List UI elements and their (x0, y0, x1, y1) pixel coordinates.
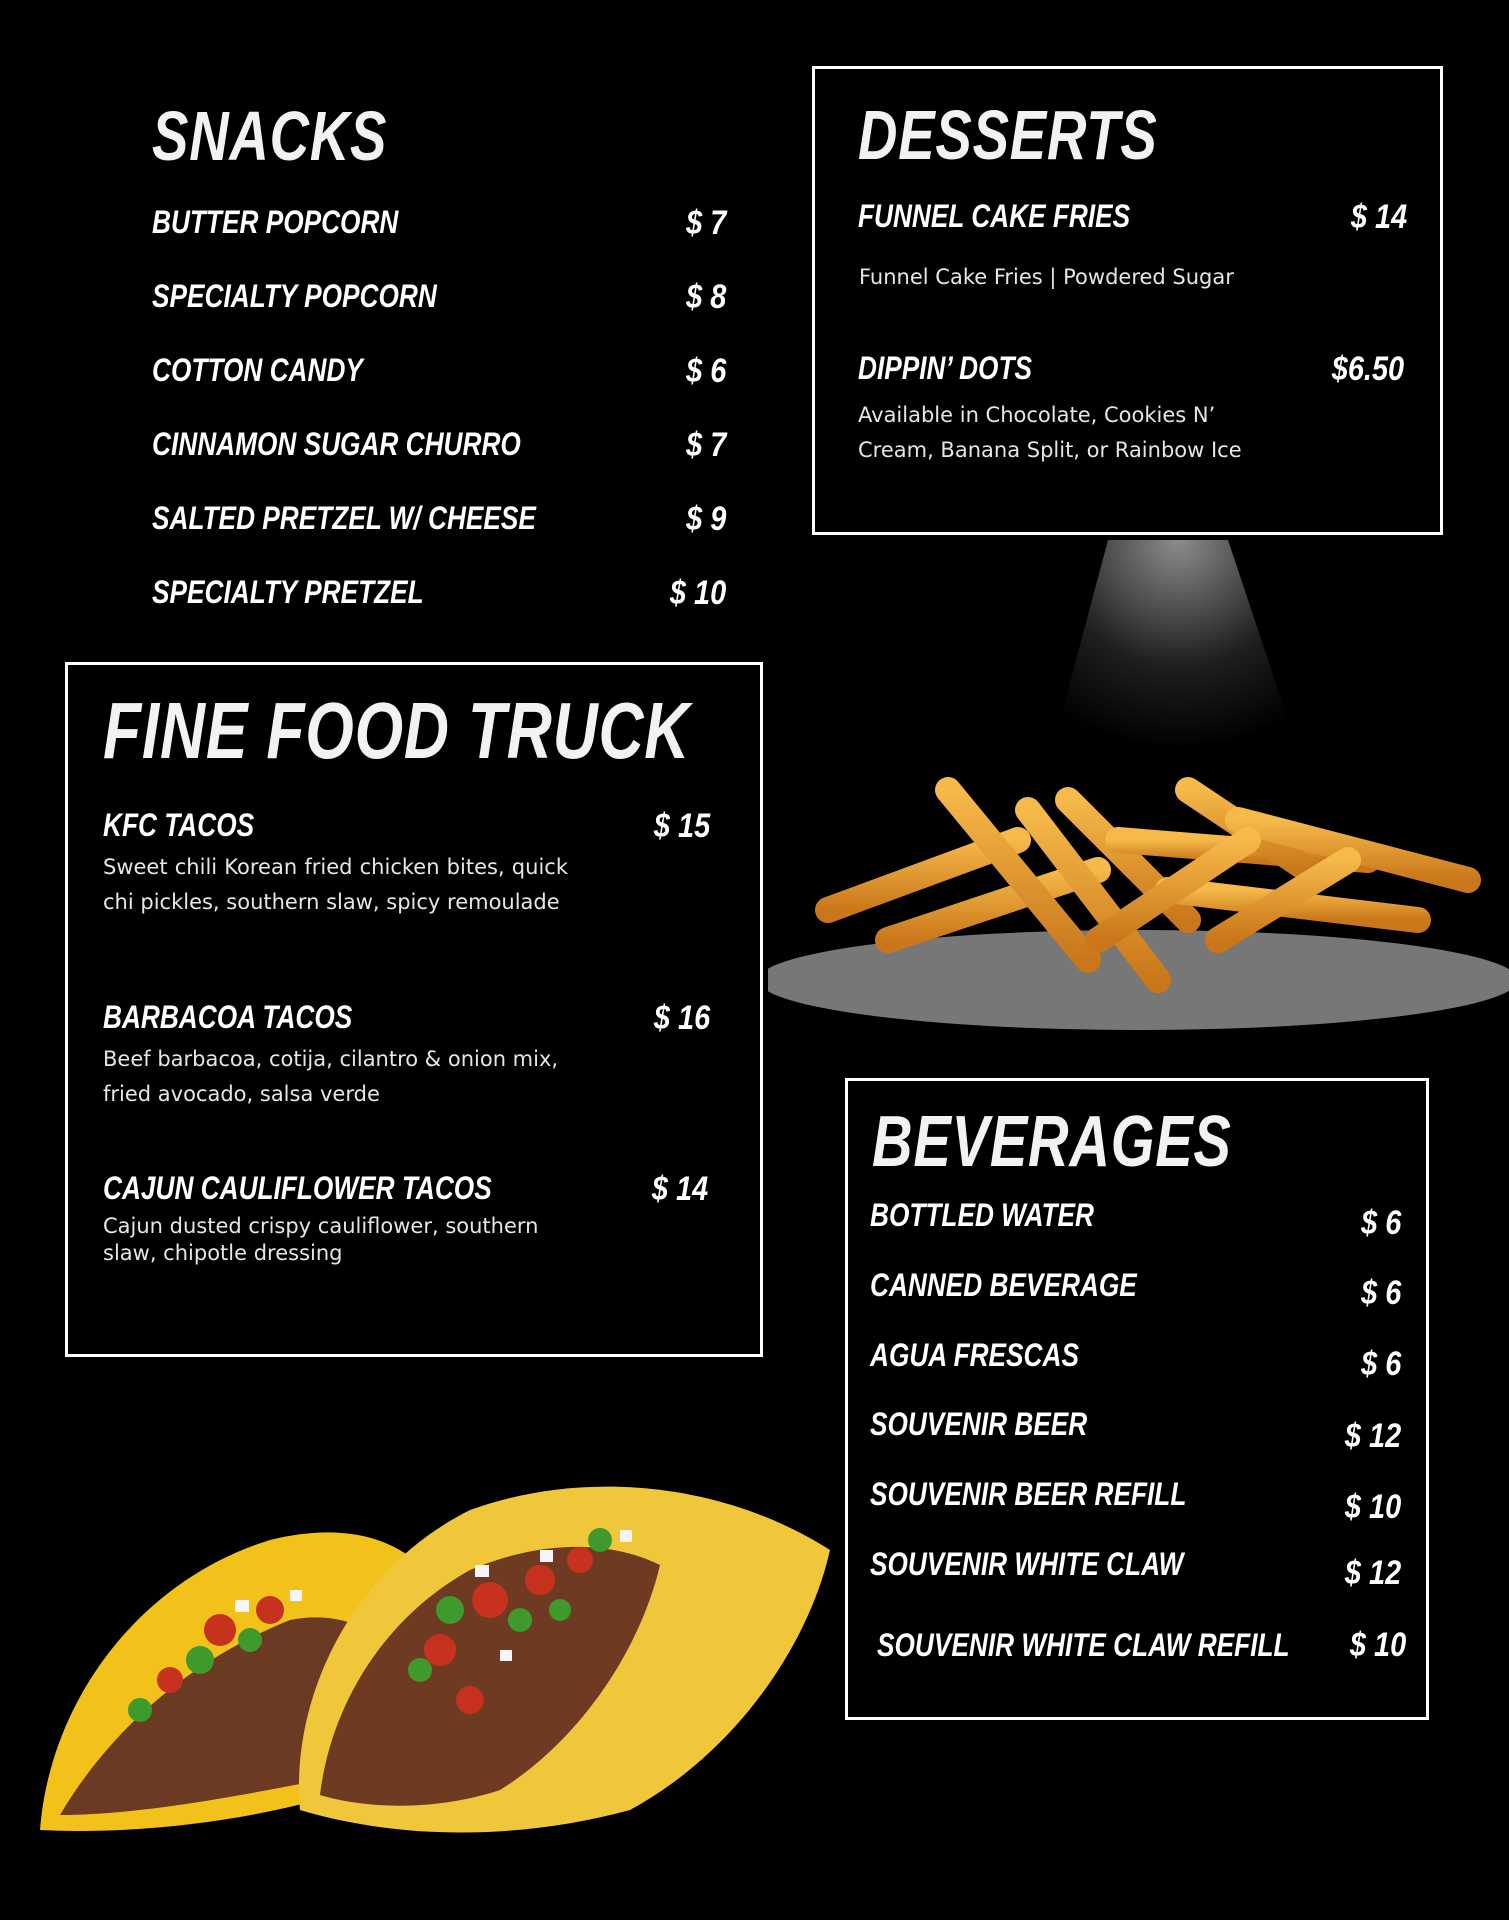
beverage-item-price: $ 12 (1344, 1554, 1401, 1592)
beverage-item-price: $ 6 (1360, 1274, 1401, 1312)
food-truck-title: FINE FOOD TRUCK (103, 686, 691, 775)
desserts-box (812, 66, 1443, 535)
tacos-photo (20, 1470, 840, 1850)
tacos-image (20, 1470, 840, 1850)
snack-item-name: COTTON CANDY (152, 352, 363, 388)
snack-item-price: $ 7 (685, 426, 726, 464)
beverage-item-price: $ 10 (1349, 1626, 1406, 1664)
funnel-cake-fries-photo (768, 540, 1509, 1032)
beverage-item-name: SOUVENIR BEER (870, 1406, 1088, 1442)
beverage-item-name: CANNED BEVERAGE (870, 1267, 1137, 1303)
snack-item-price: $ 7 (685, 204, 726, 242)
snack-item-name: SPECIALTY PRETZEL (152, 574, 424, 610)
beverage-item-name: SOUVENIR BEER REFILL (870, 1476, 1187, 1512)
beverage-item-name: SOUVENIR WHITE CLAW (870, 1546, 1184, 1582)
food-truck-item-name: KFC TACOS (103, 807, 255, 843)
beverages-box (845, 1078, 1429, 1720)
beverage-item-name: BOTTLED WATER (870, 1197, 1094, 1233)
beverage-item-price: $ 6 (1360, 1345, 1401, 1383)
dessert-item-name: DIPPIN’ DOTS (858, 350, 1032, 386)
dessert-item-name: FUNNEL CAKE FRIES (858, 198, 1131, 234)
food-truck-item-price: $ 15 (653, 807, 710, 845)
beverages-title: BEVERAGES (872, 1102, 1232, 1182)
beverage-item-price: $ 6 (1360, 1204, 1401, 1242)
food-truck-item-price: $ 14 (651, 1170, 708, 1208)
desserts-title: DESSERTS (858, 96, 1158, 174)
snack-item-price: $ 8 (685, 278, 726, 316)
beverage-item-name: SOUVENIR WHITE CLAW REFILL (877, 1627, 1290, 1663)
dessert-item-price: $ 14 (1350, 198, 1407, 236)
snack-item-name: CINNAMON SUGAR CHURRO (152, 426, 521, 462)
snack-item-name: BUTTER POPCORN (152, 204, 399, 240)
food-truck-item-description: Cajun dusted crispy cauliflower, southern slaw, chipotle dressing (103, 1214, 539, 1265)
snack-item-name: SALTED PRETZEL W/ CHEESE (152, 500, 536, 536)
snack-item-price: $ 6 (685, 352, 726, 390)
food-truck-item-description: Beef barbacoa, cotija, cilantro & onion mix, fried avocado, salsa verde (103, 1047, 559, 1106)
food-truck-item-price: $ 16 (653, 999, 710, 1037)
funnel-cake-fries-image (768, 540, 1509, 1032)
beverage-item-price: $ 10 (1344, 1488, 1401, 1526)
food-truck-item-name: CAJUN CAULIFLOWER TACOS (103, 1170, 492, 1206)
snacks-title: SNACKS (152, 97, 388, 175)
food-truck-item-name: BARBACOA TACOS (103, 999, 353, 1035)
food-truck-box (65, 662, 763, 1357)
beverage-item-name: AGUA FRESCAS (870, 1337, 1079, 1373)
dessert-item-description: Funnel Cake Fries | Powdered Sugar (859, 265, 1234, 289)
food-truck-item-description: Sweet chili Korean fried chicken bites, quick chi pickles, southern slaw, spicy remoulade (103, 855, 568, 914)
snack-item-price: $ 10 (669, 574, 726, 612)
beverage-item-price: $ 12 (1344, 1417, 1401, 1455)
snack-item-price: $ 9 (685, 500, 726, 538)
dessert-item-description: Available in Chocolate, Cookies N’ Cream, Banana Split, or Rainbow Ice (858, 403, 1242, 462)
snack-item-name: SPECIALTY POPCORN (152, 278, 437, 314)
dessert-item-price: $6.50 (1331, 350, 1404, 388)
